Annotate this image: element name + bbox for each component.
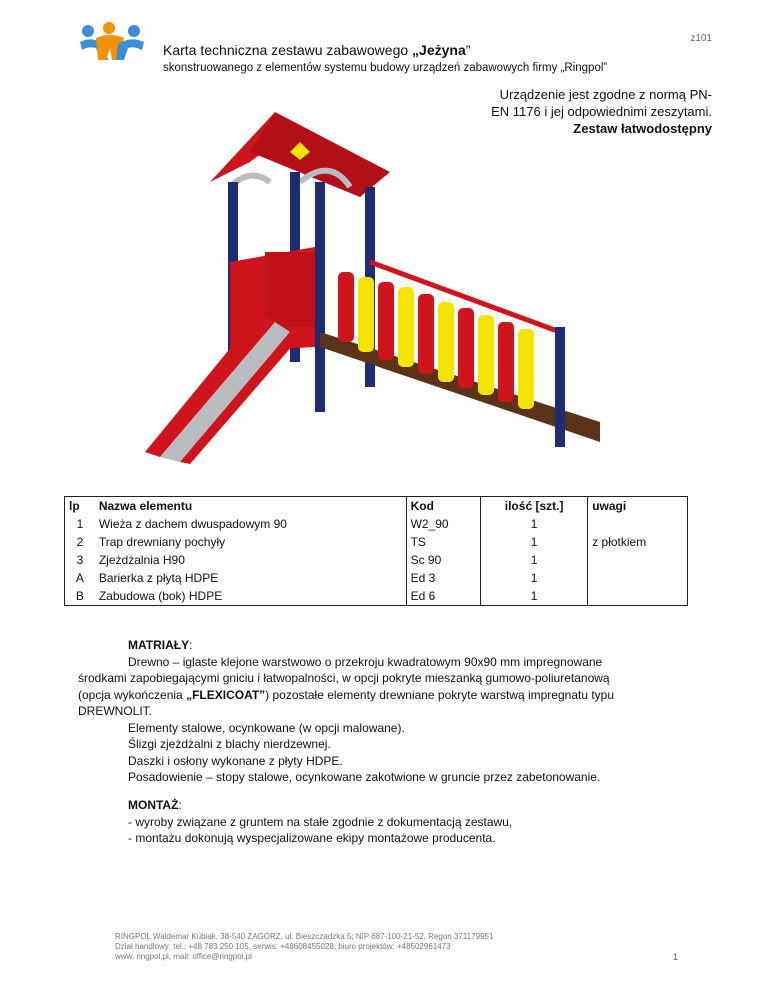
title-suffix: ” [465, 42, 471, 58]
col-header-lp: lp [69, 499, 80, 513]
col-header-qty: ilość [szt.] [481, 497, 588, 516]
table-row [65, 533, 688, 551]
page-number: 1 [672, 952, 678, 962]
parts-table [64, 496, 688, 606]
materials-heading-colon: : [189, 638, 193, 652]
cell-lp: 1 [76, 517, 84, 531]
cell-notes [588, 569, 688, 587]
materials-p4: Daszki i osłony wykonane z płyty HDPE. [128, 753, 343, 768]
cell-qty: 1 [481, 515, 588, 533]
playground-illustration [100, 112, 660, 472]
materials-p2: Elementy stalowe, ocynkowane (w opcji malowane). [128, 720, 405, 735]
cell-code: TS [406, 533, 480, 551]
assembly-line-2: - montażu dokonują wyspecjalizowane ekipy montażowe producenta. [128, 831, 496, 845]
materials-p5: Posadowienie – stopy stalowe, ocynkowane zakotwione w gruncie przez zabetonowanie. [128, 770, 601, 784]
ringpol-logo [78, 22, 146, 62]
footer-phones: Dział handlowy: tel.: +48 783 250 105, serwis: +48608455028; biuro projektów: +48502961473 [115, 942, 451, 951]
col-header-name: Nazwa elementu [98, 499, 193, 513]
materials-p1-line2: środkami zapobiegającymi gniciu i łatwopalności, w opcji pokryte mieszanką gumowo-poliuretanową [78, 671, 610, 685]
document-code: z101 [690, 33, 712, 44]
slide-bed [160, 322, 290, 462]
cell-notes: z płotkiem [588, 533, 688, 551]
page-subtitle: skonstruowanego z elementów systemu budowy urządzeń zabawowych firmy „Ringpol” [163, 62, 608, 74]
materials-p3: Ślizgi zjeżdżalni z blachy nierdzewnej. [128, 737, 331, 751]
materials-heading [78, 637, 698, 654]
assembly-heading [78, 797, 698, 814]
footer [115, 932, 493, 962]
cell-qty: 1 [481, 587, 588, 606]
materials-p1-line1: Drewno – iglaste klejone warstwowo o przekroju kwadratowym 90x90 mm impregnowane [128, 654, 603, 669]
cell-code: W2_90 [406, 515, 480, 533]
set-name: „Jeżyna [412, 42, 466, 58]
cell-code: Ed 6 [406, 587, 480, 606]
assembly-heading-text: MONTAŻ [128, 798, 179, 812]
cell-name: Barierka z płytą HDPE [98, 571, 219, 585]
assembly-line-1: - wyroby związane z gruntem na stałe zgodnie z dokumentacją zestawu, [128, 814, 513, 829]
cell-lp: 2 [76, 535, 84, 549]
materials-p1-line3-post: ) pozostałe elementy drewniane pokryte warstwą impregnatu typu [265, 687, 615, 702]
cell-notes [588, 587, 688, 606]
cell-notes [588, 551, 688, 569]
cell-qty: 1 [481, 569, 588, 587]
assembly-section [78, 797, 698, 847]
materials-heading-text: MATRIAŁY [128, 638, 190, 652]
cell-name: Trap drewniany pochyły [98, 535, 226, 549]
fence-post-end [555, 327, 565, 447]
cell-name: Zjeżdżalnia H90 [98, 553, 185, 567]
cell-qty: 1 [481, 533, 588, 551]
footer-address: RINGPOL Waldemar Kubiak, 38-540 ZAGÓRZ, ul. Bieszczadzka 5; NIP 687-100-21-52, Regon 371179951 [115, 932, 494, 941]
footer-web: www. ringpol.pl, mail: office@ringpol.pl [115, 952, 252, 961]
table-row [65, 569, 688, 587]
materials-p1-line3 [78, 687, 698, 704]
col-header-code: Kod [406, 497, 480, 516]
post-3 [315, 182, 325, 412]
materials-p1-line4: DREWNOLIT. [78, 704, 153, 718]
title-prefix: Karta techniczna zestawu zabawowego [163, 42, 413, 58]
cell-lp: 3 [76, 553, 84, 567]
norm-line-1: Urządzenie jest zgodne z normą PN- [499, 87, 712, 102]
assembly-heading-colon: : [178, 798, 182, 812]
cell-notes [588, 515, 688, 533]
page-title [163, 42, 470, 58]
table-header-row [65, 497, 688, 516]
col-header-notes: uwagi [588, 497, 688, 516]
cell-code: Ed 3 [406, 569, 480, 587]
side-panel-front [265, 252, 315, 327]
materials-p1-line3-pre: (opcja wykończenia [78, 687, 187, 702]
table-row [65, 587, 688, 606]
cell-name: Wieża z dachem dwuspadowym 90 [98, 517, 287, 531]
flexicoat-option: „FLEXICOAT” [186, 687, 266, 702]
cell-qty: 1 [481, 551, 588, 569]
fence-boards [338, 272, 534, 409]
table-row [65, 515, 688, 533]
table-row [65, 551, 688, 569]
cell-lp: A [75, 571, 84, 585]
cell-code: Sc 90 [406, 551, 480, 569]
norm-line-2: EN 1176 i jej odpowiednimi zeszytami. [491, 104, 712, 119]
materials-section [78, 637, 698, 786]
cell-lp: B [75, 589, 84, 603]
accessibility-note: Zestaw łatwodostępny [573, 121, 712, 136]
cell-name: Zabudowa (bok) HDPE [98, 589, 223, 603]
